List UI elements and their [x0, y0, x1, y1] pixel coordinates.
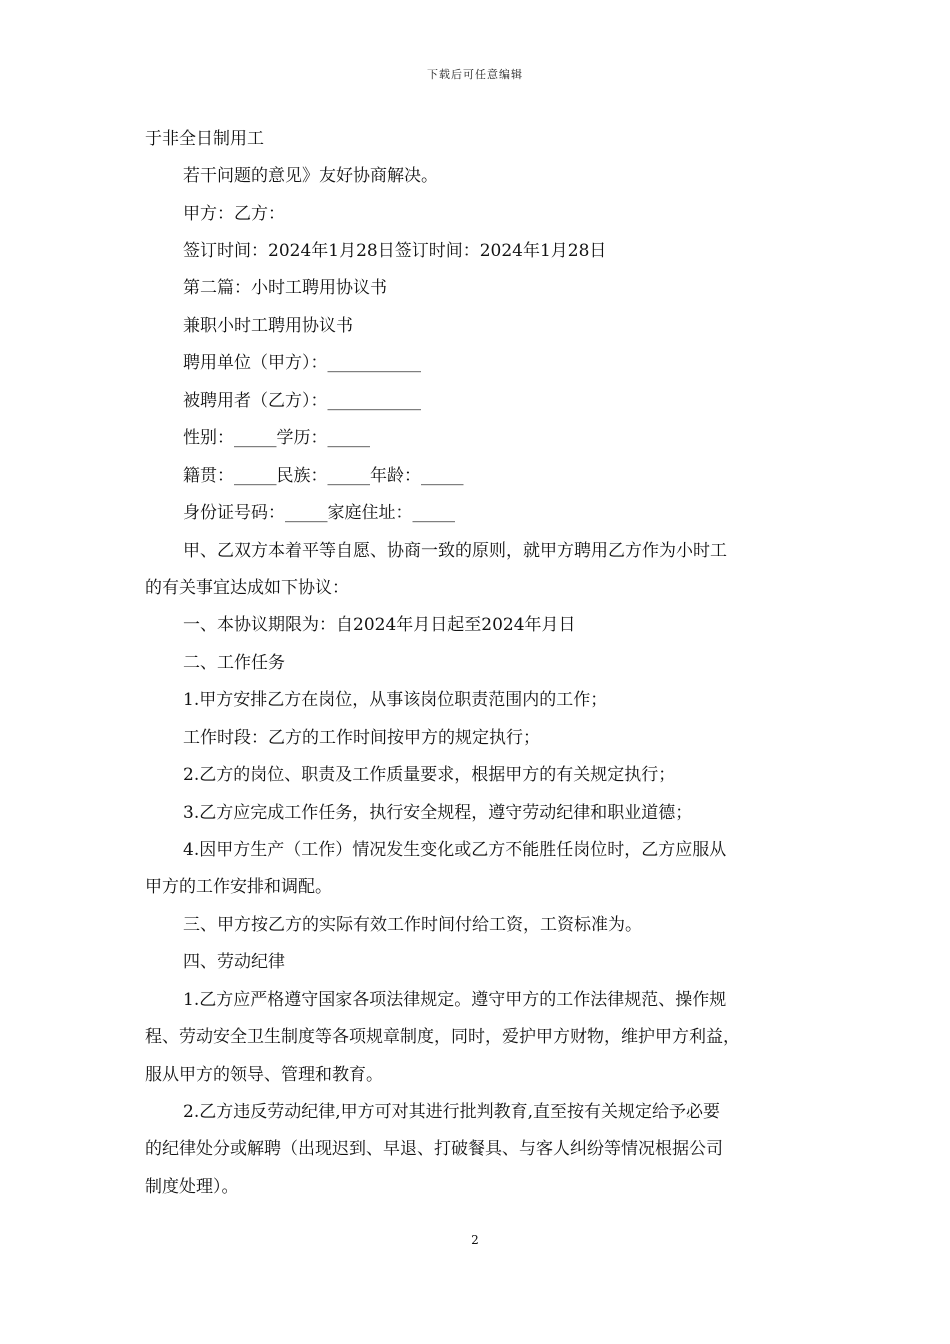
page-header: 下载后可任意编辑	[427, 68, 523, 81]
section-heading: 二、工作任务	[183, 653, 285, 673]
text-line: 甲方的工作安排和调配。	[145, 877, 332, 897]
text-line: 4.因甲方生产（工作）情况发生变化或乙方不能胜任岗位时，乙方应服从	[183, 840, 727, 860]
text-line: 的纪律处分或解聘（出现迟到、早退、打破餐具、与客人纠纷等情况根据公司	[145, 1139, 723, 1159]
text-line: 服从甲方的领导、管理和教育。	[145, 1065, 383, 1085]
section-heading: 四、劳动纪律	[183, 952, 285, 972]
text-line: 甲方：乙方：	[183, 204, 285, 224]
text-line: 3.乙方应完成工作任务，执行安全规程，遵守劳动纪律和职业道德；	[183, 803, 693, 823]
form-field: 性别：_____学历：_____	[183, 428, 370, 448]
page-number: 2	[471, 1233, 479, 1247]
text-line: 签订时间：2024年1月28日签订时间：2024年1月28日	[183, 241, 607, 261]
text-line: 的有关事宜达成如下协议：	[145, 578, 349, 598]
text-line: 程、劳动安全卫生制度等各项规章制度，同时，爱护甲方财物，维护甲方利益，	[145, 1027, 740, 1047]
form-field: 聘用单位（甲方）：___________	[183, 353, 421, 373]
text-line: 2.乙方违反劳动纪律,甲方可对其进行批判教育,直至按有关规定给予必要	[183, 1102, 721, 1122]
form-field: 籍贯：_____民族：_____年龄：_____	[183, 466, 464, 486]
text-line: 工作时段：乙方的工作时间按甲方的规定执行；	[183, 728, 540, 748]
text-line: 2.乙方的岗位、职责及工作质量要求，根据甲方的有关规定执行；	[183, 765, 676, 785]
text-line: 1.乙方应严格遵守国家各项法律规定。遵守甲方的工作法律规范、操作规	[183, 990, 727, 1010]
text-line: 甲、乙双方本着平等自愿、协商一致的原则，就甲方聘用乙方作为小时工	[183, 541, 727, 561]
text-line: 制度处理）。	[145, 1177, 239, 1197]
text-line: 于非全日制用工	[145, 129, 264, 149]
text-line: 一、本协议期限为：自2024年月日起至2024年月日	[183, 615, 576, 635]
text-line: 若干问题的意见》友好协商解决。	[183, 166, 438, 186]
text-line: 1.甲方安排乙方在岗位，从事该岗位职责范围内的工作；	[183, 690, 608, 710]
form-field: 身份证号码：_____家庭住址：_____	[183, 503, 455, 523]
section-heading: 第二篇：小时工聘用协议书	[183, 278, 387, 298]
document-title: 兼职小时工聘用协议书	[183, 316, 353, 336]
form-field: 被聘用者（乙方）：___________	[183, 391, 421, 411]
text-line: 三、甲方按乙方的实际有效工作时间付给工资，工资标准为。	[183, 915, 642, 935]
